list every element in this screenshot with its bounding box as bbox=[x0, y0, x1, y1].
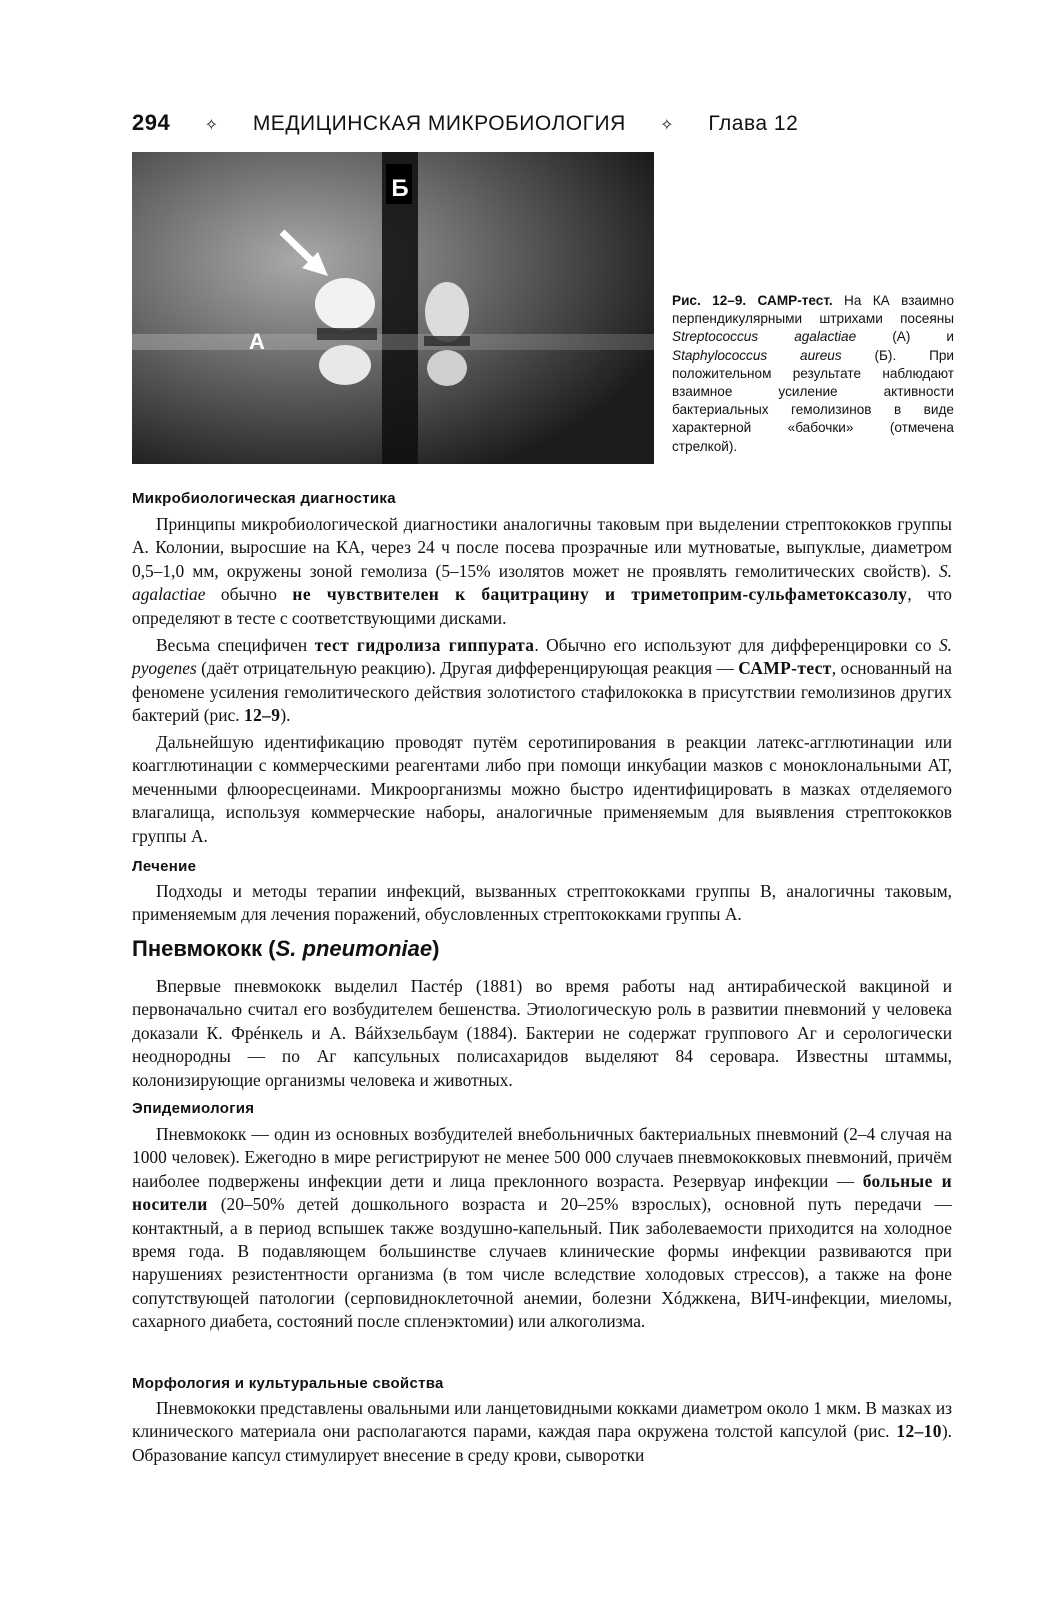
section-heading: Лечение bbox=[132, 858, 197, 875]
running-header bbox=[132, 110, 952, 140]
paragraph: Впервые пневмококк выделил Пастéр (1881) во время работы над антирабической вакциной и первоначально считал его возбудителем бешенства. Этиологическую роль в развитии пневмоний у человека доказали К. Фрéнкель и А. Вáйхзельбаум (1884). Бактерии не содержат группового Аг и серологически неоднородны — по Аг капсульных полисахаридов выделяют 84 серовара. Известны штаммы, колонизирующие организмы человека и животных. bbox=[132, 976, 952, 1090]
section-heading: Микробиологическая диагностика bbox=[132, 490, 396, 507]
chapter-section-title: Пневмококк (S. pneumoniae) bbox=[132, 936, 440, 961]
paragraph: Весьма специфичен тест гидролиза гиппурата. Обычно его используют для дифференцировки со S. pyogenes (даёт отрицательную реакцию). Другая дифференцирующая реакция — САМР-тест, основанный на феномене усиления гемолитического действия золотистого стафилококка в присутствии гемолизинов других бактерий (рис. 12–9). bbox=[132, 635, 952, 726]
paragraph: Принципы микробиологической диагностики аналогичны таковым при выделении стрептококков группы А. Колонии, выросшие на КА, через 24 ч после посева прозрачные или мутноватые, выпуклые, диаметром 0,5–1,0 мм, окружены зоной гемолиза (5–15% изолятов может не проявлять гемолитических свойств). S. agalactiae обычно не чувствителен к бацитрацину и триметоприм-сульфаметоксазолу, что определяют в тесте с соответствующими дисками. bbox=[132, 514, 953, 628]
figure-label-a: А bbox=[249, 329, 265, 354]
separator-icon: ✧ bbox=[204, 117, 219, 134]
section-heading: Морфология и культуральные свойства bbox=[132, 1375, 444, 1392]
caption-label: Рис. 12–9. САМР-тест. bbox=[672, 293, 833, 308]
camp-test-photo bbox=[132, 152, 654, 464]
paragraph: Дальнейшую идентификацию проводят путём серотипирования в реакции латекс-агглютинации или коагглютинации с коммерческими реагентами либо при помощи инкубации мазков с моноклональными АТ, меченными флюоресцеинами. Микроорганизмы можно быстро идентифицировать в мазках отделяемого влагалища, используя коммерческие наборы, аналогичные применяемым для выявления стрептококков группы А. bbox=[132, 732, 952, 846]
chapter-label: Глава 12 bbox=[708, 112, 799, 135]
figure-caption: Рис. 12–9. САМР-тест. На КА взаимно перпендикулярными штрихами посеяны Streptococcus agalactiae (А) и Staphylococcus aureus (Б). При положительном результате наблюдают взаимное усиление активности бактериальных гемолизинов в виде характерной «бабочки» (отмечена стрелкой). bbox=[672, 293, 954, 454]
figure-label-b: Б bbox=[391, 175, 409, 202]
page-number: 294 bbox=[132, 110, 171, 135]
camp-test-image bbox=[132, 152, 654, 464]
paragraph: Пневмококки представлены овальными или ланцетовидными кокками диаметром около 1 мкм. В мазках из клинического материала они располагаются парами, каждая пара окружена толстой капсулой (рис. 12–10). Образование капсул стимулирует внесение в среду крови, сыворотки bbox=[132, 1398, 952, 1465]
section-heading: Эпидемиология bbox=[132, 1100, 255, 1117]
separator-icon: ✧ bbox=[660, 117, 674, 134]
paragraph: Пневмококк — один из основных возбудителей внебольничных бактериальных пневмоний (2–4 случая на 1000 человек). Ежегодно в мире регистрируют не менее 500 000 случаев пневмококковых пневмоний, причём наиболее подвержены инфекции дети и лица преклонного возраста. Резервуар инфекции — больные и носители (20–50% детей дошкольного возраста и 20–25% взрослых), основной путь передачи — контактный, а в период вспышек также воздушно-капельный. Пик заболеваемости приходится на холодное время года. В подавляющем большинстве случаев клинические формы инфекции развиваются при нарушениях резистентности организма (в том числе вследствие холодовых стрессов), а также на фоне сопутствующей патологии (серповидноклеточной анемии, болезни Хóджкена, ВИЧ-инфекции, миеломы, сахарного диабета, состояний после спленэктомии) или алкоголизма. bbox=[132, 1124, 952, 1332]
paragraph: Подходы и методы терапии инфекций, вызванных стрептококками группы В, аналогичны таковым, применяемым для лечения поражений, обусловленных стрептококками группы А. bbox=[132, 881, 952, 925]
book-title: МЕДИЦИНСКАЯ МИКРОБИОЛОГИЯ bbox=[252, 112, 626, 135]
